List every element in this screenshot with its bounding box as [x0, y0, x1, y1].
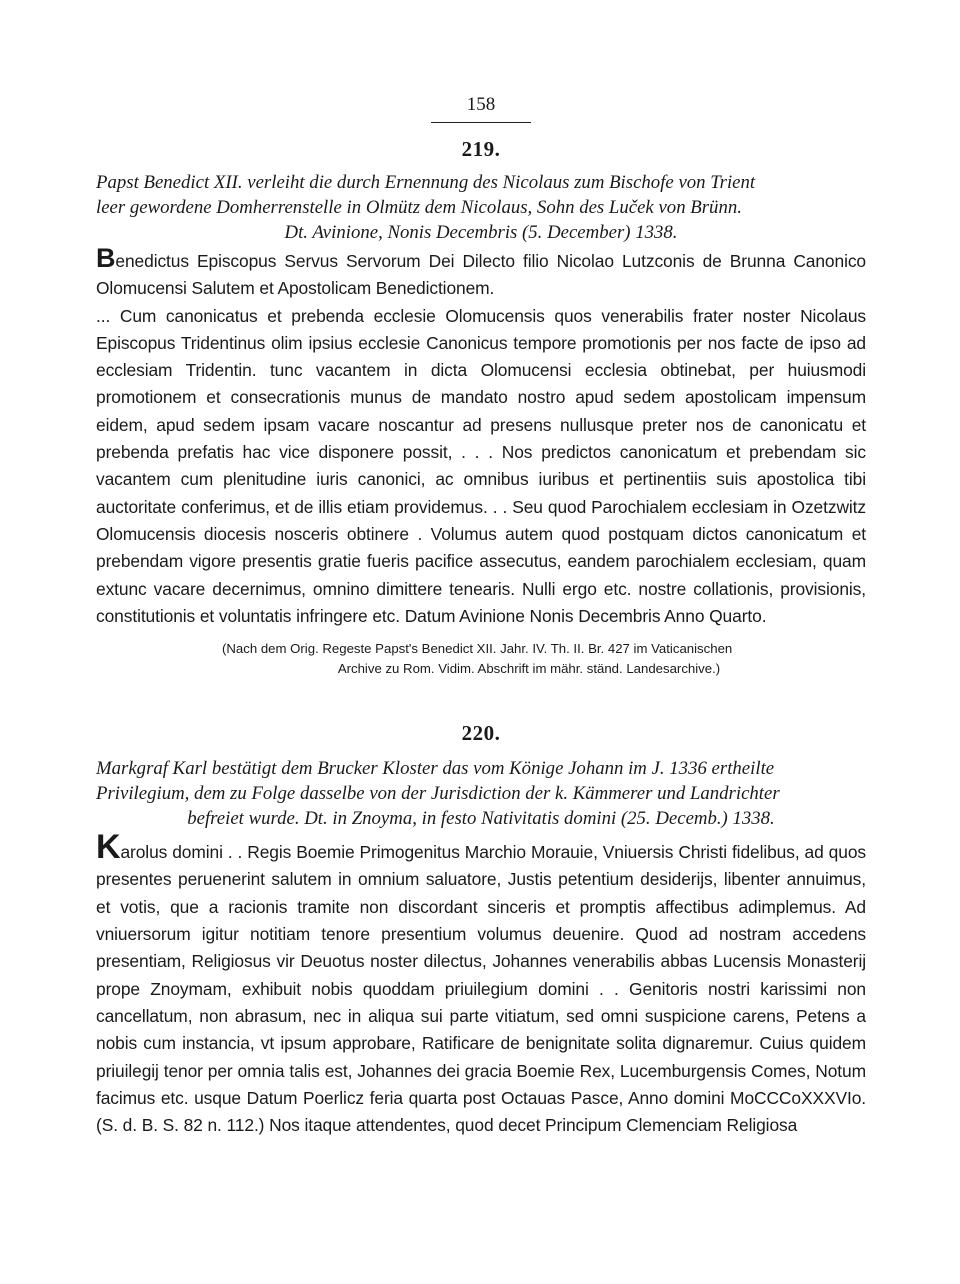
summary-line: befreiet wurde. Dt. in Znoyma, in festo Nativitatis domini (25. Decemb.) 1338. — [187, 808, 775, 830]
document-number-219: 219. — [461, 137, 501, 161]
source-note-line: Archive zu Rom. Vidim. Abschrift im mähr. ständ. Landesarchive.) — [337, 661, 721, 677]
drop-cap: B — [96, 243, 116, 273]
body-paragraph: ... Cum canonicatus et prebenda ecclesie Olomucensis quos venerabilis frater noster Nicolaus Episcopus Tridentinus olim ipsius ecclesie Canonicus tempore promotionis per nos facte de ipso ad ecclesiam Tridentin. tunc vacantem in dicta Olomucensi ecclesia obtinebat, per huiusmodi promotionem et consecrationis munus de mandato nostro apud sedem apostolicam impensum eidem, apud sedem ipsam vacare noscantur ad presens nullusque preter nos de canonicatu et prebenda prefatis hac vice disponere possit, . . . Nos predictos canonicatum et prebendam sic vacantem cum plenitudine iuris canonici, ac omnibus iuribus et pertinentiis suis apostolica tibi auctoritate conferimus, et de illis etiam providemus. . . Seu quod Parochialem ecclesiam in Ozetzwitz Olomucensis diocesis nosceris obtinere . Volumus autem quod postquam dictos canonicatum et prebendam vigore presentis gratie fueris pacifice assecutus, eandem parochialem ecclesiam, quam extunc vacare decernimus, omnino dimittere tenearis. Nulli ergo etc. nostre collationis, provisionis, constitutionis et voluntatis infringere etc. Datum Avinione Nonis Decembris Anno Quarto. — [96, 305, 866, 626]
document-number-220: 220. — [461, 721, 501, 746]
opening-text: enedictus Episcopus Servus Servorum Dei Dilecto filio Nicolao Lutzconis de Brunna Canonico Olomucensi Salutem et Apostolicam Benedictionem. — [96, 251, 866, 299]
source-note-line: (Nach dem Orig. Regeste Papst's Benedict XII. Jahr. IV. Th. II. Br. 427 im Vaticanischen — [222, 641, 733, 657]
opening-paragraph — [96, 243, 866, 303]
document-summary-220 — [96, 756, 866, 831]
source-note-219 — [222, 639, 866, 679]
page-number-rule — [431, 122, 531, 123]
summary-line: leer gewordene Domherrenstelle in Olmütz dem Nicolaus, Sohn des Luček von Brünn. — [96, 197, 742, 218]
summary-line: Dt. Avinione, Nonis Decembris (5. December) 1338. — [284, 222, 678, 243]
drop-cap: K — [96, 828, 121, 867]
document-summary-219 — [96, 170, 866, 245]
body-paragraph — [96, 828, 866, 1139]
summary-line: Markgraf Karl bestätigt dem Brucker Kloster das vom Könige Johann im J. 1336 ertheilte — [96, 758, 775, 780]
document-text-219 — [96, 243, 866, 630]
document-text-220 — [96, 828, 866, 1139]
summary-line: Privilegium, dem zu Folge dasselbe von der Jurisdiction der k. Kämmerer und Landrichter — [96, 783, 780, 805]
page-number: 158 — [466, 94, 496, 115]
page — [96, 94, 866, 1139]
body-text: arolus domini . . Regis Boemie Primogenitus Marchio Morauie, Vniuersis Christi fidelibus, ad quos presentes peruenerint salutem in omnium saluatore, Justis petentium desiderijs, libenter annuimus, et votis, que a racionis tramite non discordant sinceris et promptis affectibus adimplemus. Ad vniuersorum igitur notitiam tenore presentium volumus deuenire. Quod ad nostram accedens presentiam, Religiosus vir Deuotus noster dilectus, Johannes venerabilis abbas Lucensis Monasterij prope Znoymam, exhibuit nobis quoddam priuilegium domini . . Genitoris nostri karissimi non cancellatum, non abrasum, nec in aliqua sui parte vitiatum, sed omni suspicione carens, Petens a nobis cum instancia, vt ipsum approbare, Ratificare de benignitate solita dignaremur. Cuius quidem priuilegij tenor per omnia talis est, Johannes dei gracia Boemie Rex, Lucemburgensis Comes, Notum facimus etc. usque Datum Poerlicz feria quarta post Octauas Pasce, Anno domini MoCCCoXXXVIo. (S. d. B. S. 82 n. 112.) Nos itaque attendentes, quod decet Principum Clemenciam Religiosa — [96, 842, 866, 1136]
summary-line: Papst Benedict XII. verleiht die durch Ernennung des Nicolaus zum Bischofe von Trient — [96, 172, 756, 193]
